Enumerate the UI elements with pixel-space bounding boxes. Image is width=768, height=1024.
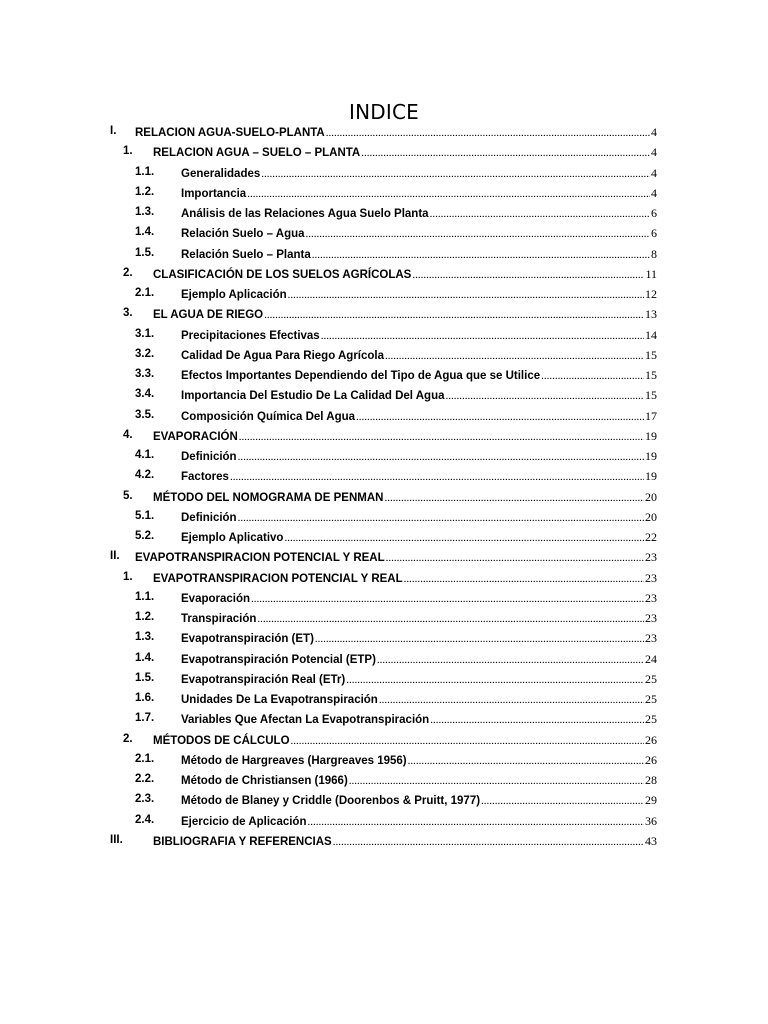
toc-entry[interactable] <box>135 327 657 348</box>
toc-entry-number: 1.4. <box>135 226 155 239</box>
toc-dot-leader <box>288 289 644 301</box>
toc-entry-page: 4 <box>651 185 657 200</box>
toc-entry-title: EVAPOTRANSPIRACION POTENCIAL Y REAL <box>153 572 403 585</box>
toc-entry-number: 1.5. <box>135 246 155 259</box>
toc-entry-title: Método de Christiansen (1966) <box>181 775 348 787</box>
toc-dot-leader <box>315 633 644 645</box>
toc-entry-number: 1. <box>123 145 133 158</box>
toc-dot-leader <box>307 816 644 828</box>
toc-entry-number: 4.2. <box>135 469 155 482</box>
toc-entry-title: Importancia Del Estudio De La Calidad Del Agua <box>181 390 445 403</box>
toc-entry[interactable] <box>135 509 657 530</box>
toc-entry[interactable] <box>135 165 657 186</box>
toc-entry[interactable] <box>135 226 657 246</box>
toc-entry[interactable] <box>123 428 657 449</box>
toc-entry-number: 1.1. <box>135 590 155 603</box>
toc-entry-page: 23 <box>645 611 657 625</box>
toc-entry[interactable] <box>135 246 657 267</box>
toc-entry-title: Unidades De La Evapotranspiración <box>181 694 378 706</box>
toc-entry-number: 2. <box>123 266 133 279</box>
toc-entry-number: 1.5. <box>135 671 155 684</box>
toc-entry-title: Evaporación <box>181 592 251 605</box>
toc-entry-title: Precipitaciones Efectivas <box>181 329 320 342</box>
toc-entry-page: 28 <box>645 773 657 787</box>
toc-entry-page: 12 <box>645 287 657 301</box>
toc-entry-title: Definición <box>181 451 237 463</box>
toc-dot-leader <box>377 654 644 666</box>
toc-entry-title: Método de Blaney y Criddle (Doorenbos & Pruitt, 1977) <box>181 795 481 808</box>
toc-entry[interactable] <box>135 287 657 307</box>
toc-entry-page: 43 <box>645 833 657 848</box>
toc-entry-number: 3.3. <box>135 368 155 380</box>
toc-entry-page: 19 <box>645 449 657 463</box>
toc-dot-leader <box>321 330 644 342</box>
toc-entry-number: 4. <box>123 428 133 441</box>
toc-entry-page: 20 <box>645 489 657 504</box>
toc-entry-page: 8 <box>651 246 657 261</box>
toc-entry-title: Factores <box>181 471 229 484</box>
toc-entry-number: 5. <box>123 489 133 502</box>
toc-entry[interactable] <box>135 408 657 429</box>
toc-entry-number: 3.5. <box>135 408 155 421</box>
toc-entry-page: 4 <box>651 125 657 139</box>
toc-entry-title: MÉTODOS DE CÁLCULO <box>153 734 290 747</box>
toc-dot-leader <box>481 795 644 807</box>
toc-dot-leader <box>247 188 650 200</box>
toc-entry-title: Evapotranspiración Potencial (ETP) <box>181 653 376 666</box>
toc-dot-leader <box>261 168 650 180</box>
toc-entry-number: 3. <box>123 307 133 320</box>
toc-entry-title: RELACION AGUA – SUELO – PLANTA <box>153 147 361 160</box>
toc-entry[interactable] <box>123 145 657 165</box>
toc-entry[interactable] <box>135 752 657 773</box>
toc-entry[interactable] <box>135 671 657 692</box>
toc-entry-title: Generalidades <box>181 167 261 180</box>
toc-dot-leader <box>257 613 644 625</box>
toc-entry-number: 1.1. <box>135 165 155 178</box>
toc-dot-leader <box>379 694 644 706</box>
toc-entry-number: III. <box>110 833 123 846</box>
toc-dot-leader <box>361 147 650 159</box>
toc-entry[interactable] <box>123 489 657 510</box>
toc-entry-title: Ejemplo Aplicativo <box>181 532 284 544</box>
toc-entry[interactable] <box>135 530 657 550</box>
toc-dot-leader <box>356 411 644 423</box>
toc-entry[interactable] <box>110 125 657 145</box>
toc-dot-leader <box>384 492 644 504</box>
toc-entry-title: Ejemplo Aplicación <box>181 289 287 301</box>
toc-entry[interactable] <box>135 611 657 631</box>
toc-entry-number: 2.4. <box>135 813 155 826</box>
toc-entry-title: BIBLIOGRAFIA Y REFERENCIAS <box>153 835 332 848</box>
toc-entry-page: 19 <box>645 469 657 484</box>
toc-entry-number: 1.3. <box>135 206 155 218</box>
toc-dot-leader <box>239 431 644 443</box>
toc-entry-number: 2. <box>123 732 133 745</box>
toc-entry[interactable] <box>135 388 657 408</box>
toc-entry-title: EVAPOTRANSPIRACION POTENCIAL Y REAL <box>135 552 385 565</box>
toc-entry[interactable] <box>135 347 657 368</box>
toc-entry-number: 1.4. <box>135 651 155 664</box>
toc-entry-number: 3.1. <box>135 327 155 340</box>
toc-entry-page: 22 <box>645 530 657 544</box>
toc-entry-page: 15 <box>645 347 657 362</box>
toc-entry-number: 2.1. <box>135 287 155 299</box>
toc-entry-page: 25 <box>645 692 657 706</box>
toc-entry[interactable] <box>135 813 657 834</box>
toc-entry-title: Relación Suelo – Agua <box>181 228 305 241</box>
toc-entry-title: Transpiración <box>181 613 257 625</box>
toc-entry-page: 26 <box>645 732 657 747</box>
toc-dot-leader <box>306 228 650 240</box>
toc-entry-page: 23 <box>645 550 657 565</box>
toc-dot-leader <box>412 269 644 281</box>
toc-entry[interactable] <box>110 833 657 854</box>
toc-entry-page: 23 <box>645 590 657 605</box>
toc-entry[interactable] <box>135 712 657 732</box>
toc-entry-title: Efectos Importantes Dependiendo del Tipo de Agua que se Utilice <box>181 370 541 382</box>
toc-entry-title: Análisis de las Relaciones Agua Suelo Planta <box>181 208 429 220</box>
toc-entry-page: 23 <box>645 631 657 646</box>
toc-entry-page: 6 <box>651 206 657 220</box>
toc-entry-number: 1.2. <box>135 185 155 198</box>
toc-dot-leader <box>386 552 644 564</box>
toc-entry-title: Definición <box>181 511 237 524</box>
toc-entry-number: 5.1. <box>135 509 155 522</box>
toc-entry-number: 5.2. <box>135 530 155 542</box>
toc-entry-page: 24 <box>645 651 657 666</box>
toc-entry-number: 1.7. <box>135 712 155 725</box>
toc-entry-title: Evapotranspiración Real (ETr) <box>181 673 346 686</box>
toc-entry-page: 25 <box>645 712 657 727</box>
toc-entry-page: 19 <box>645 428 657 443</box>
toc-dot-leader <box>385 350 644 362</box>
toc-dot-leader <box>238 451 644 463</box>
toc-dot-leader <box>541 370 644 382</box>
toc-entry-page: 15 <box>645 388 657 403</box>
toc-entry-number: 3.4. <box>135 388 155 401</box>
toc-entry-page: 25 <box>645 671 657 686</box>
toc-dot-leader <box>291 735 644 747</box>
toc-entry[interactable] <box>135 449 657 469</box>
toc-entry[interactable] <box>123 266 657 287</box>
toc-entry-page: 13 <box>645 307 657 322</box>
toc-entry-title: Variables Que Afectan La Evapotranspiración <box>181 714 430 727</box>
toc-entry[interactable] <box>135 651 657 672</box>
toc-entry[interactable] <box>135 590 657 611</box>
toc-entry-title: Método de Hargreaves (Hargreaves 1956) <box>181 754 407 767</box>
toc-entry-title: EVAPORACIÓN <box>153 430 238 443</box>
toc-entry-page: 4 <box>651 165 657 180</box>
toc-entry-page: 6 <box>651 226 657 241</box>
toc-entry-title: Importancia <box>181 187 247 200</box>
toc-entry-number: 2.1. <box>135 752 155 765</box>
toc-dot-leader <box>251 593 644 605</box>
toc-entry[interactable] <box>110 550 657 570</box>
toc-entry-number: 1.3. <box>135 631 155 644</box>
toc-dot-leader <box>346 674 644 686</box>
toc-entry-page: 26 <box>645 752 657 767</box>
toc-dot-leader <box>349 775 644 787</box>
toc-entry[interactable] <box>135 692 657 712</box>
toc-entry-page: 20 <box>645 509 657 524</box>
toc-entry-number: 3.2. <box>135 347 155 360</box>
toc-entry-title: Calidad De Agua Para Riego Agrícola <box>181 349 385 362</box>
toc-entry-number: 1.2. <box>135 611 155 623</box>
toc-entry-page: 14 <box>645 327 657 342</box>
toc-entry-page: 23 <box>645 570 657 585</box>
toc-entry-page: 4 <box>651 145 657 160</box>
toc-dot-leader <box>264 309 644 321</box>
toc-dot-leader <box>404 573 644 585</box>
toc-dot-leader <box>430 714 644 726</box>
toc-entry[interactable] <box>135 773 657 793</box>
toc-dot-leader <box>333 836 644 848</box>
toc-entry-title: RELACION AGUA-SUELO-PLANTA <box>135 127 325 139</box>
toc-entry[interactable] <box>135 185 657 206</box>
toc-entry-page: 36 <box>645 813 657 828</box>
toc-entry-page: 29 <box>645 793 657 808</box>
toc-entry-number: I. <box>110 125 117 137</box>
toc-dot-leader <box>430 208 650 220</box>
toc-dot-leader <box>326 127 650 139</box>
toc-dot-leader <box>445 390 644 402</box>
toc-entry-title: Composición Química Del Agua <box>181 410 356 423</box>
toc-dot-leader <box>408 755 644 767</box>
toc-dot-leader <box>312 249 650 261</box>
toc-entry[interactable] <box>123 570 657 591</box>
toc-entry-title: Relación Suelo – Planta <box>181 248 311 261</box>
toc-entry[interactable] <box>135 793 657 813</box>
toc-dot-leader <box>230 471 644 483</box>
toc-entry-title: EL AGUA DE RIEGO <box>153 309 264 322</box>
toc-entry-number: 2.3. <box>135 793 155 806</box>
toc-entry-title: Ejercicio de Aplicación <box>181 815 307 828</box>
toc-entry-number: 4.1. <box>135 449 155 461</box>
toc-entry-title: Evapotranspiración (ET) <box>181 633 314 646</box>
toc-entry-page: 11 <box>645 266 657 281</box>
toc-entry-number: II. <box>110 550 120 563</box>
toc-entry-number: 1. <box>123 570 133 583</box>
toc-entry[interactable] <box>135 631 657 651</box>
toc-entry-number: 1.6. <box>135 692 155 704</box>
toc-entry-title: MÉTODO DEL NOMOGRAMA DE PENMAN <box>153 491 384 504</box>
toc-entry[interactable] <box>135 206 657 226</box>
toc-entry-title: CLASIFICACIÓN DE LOS SUELOS AGRÍCOLAS <box>153 268 412 281</box>
toc-entry[interactable] <box>135 368 657 388</box>
toc-entry-page: 15 <box>645 368 657 382</box>
toc-entry[interactable] <box>123 307 657 327</box>
toc-dot-leader <box>238 512 644 524</box>
toc-entry[interactable] <box>123 732 657 753</box>
toc-entry[interactable] <box>135 469 657 489</box>
toc-entry-page: 17 <box>645 408 657 423</box>
toc-entry-number: 2.2. <box>135 773 155 785</box>
toc-dot-leader <box>284 532 644 544</box>
page-title: INDICE <box>349 100 419 124</box>
